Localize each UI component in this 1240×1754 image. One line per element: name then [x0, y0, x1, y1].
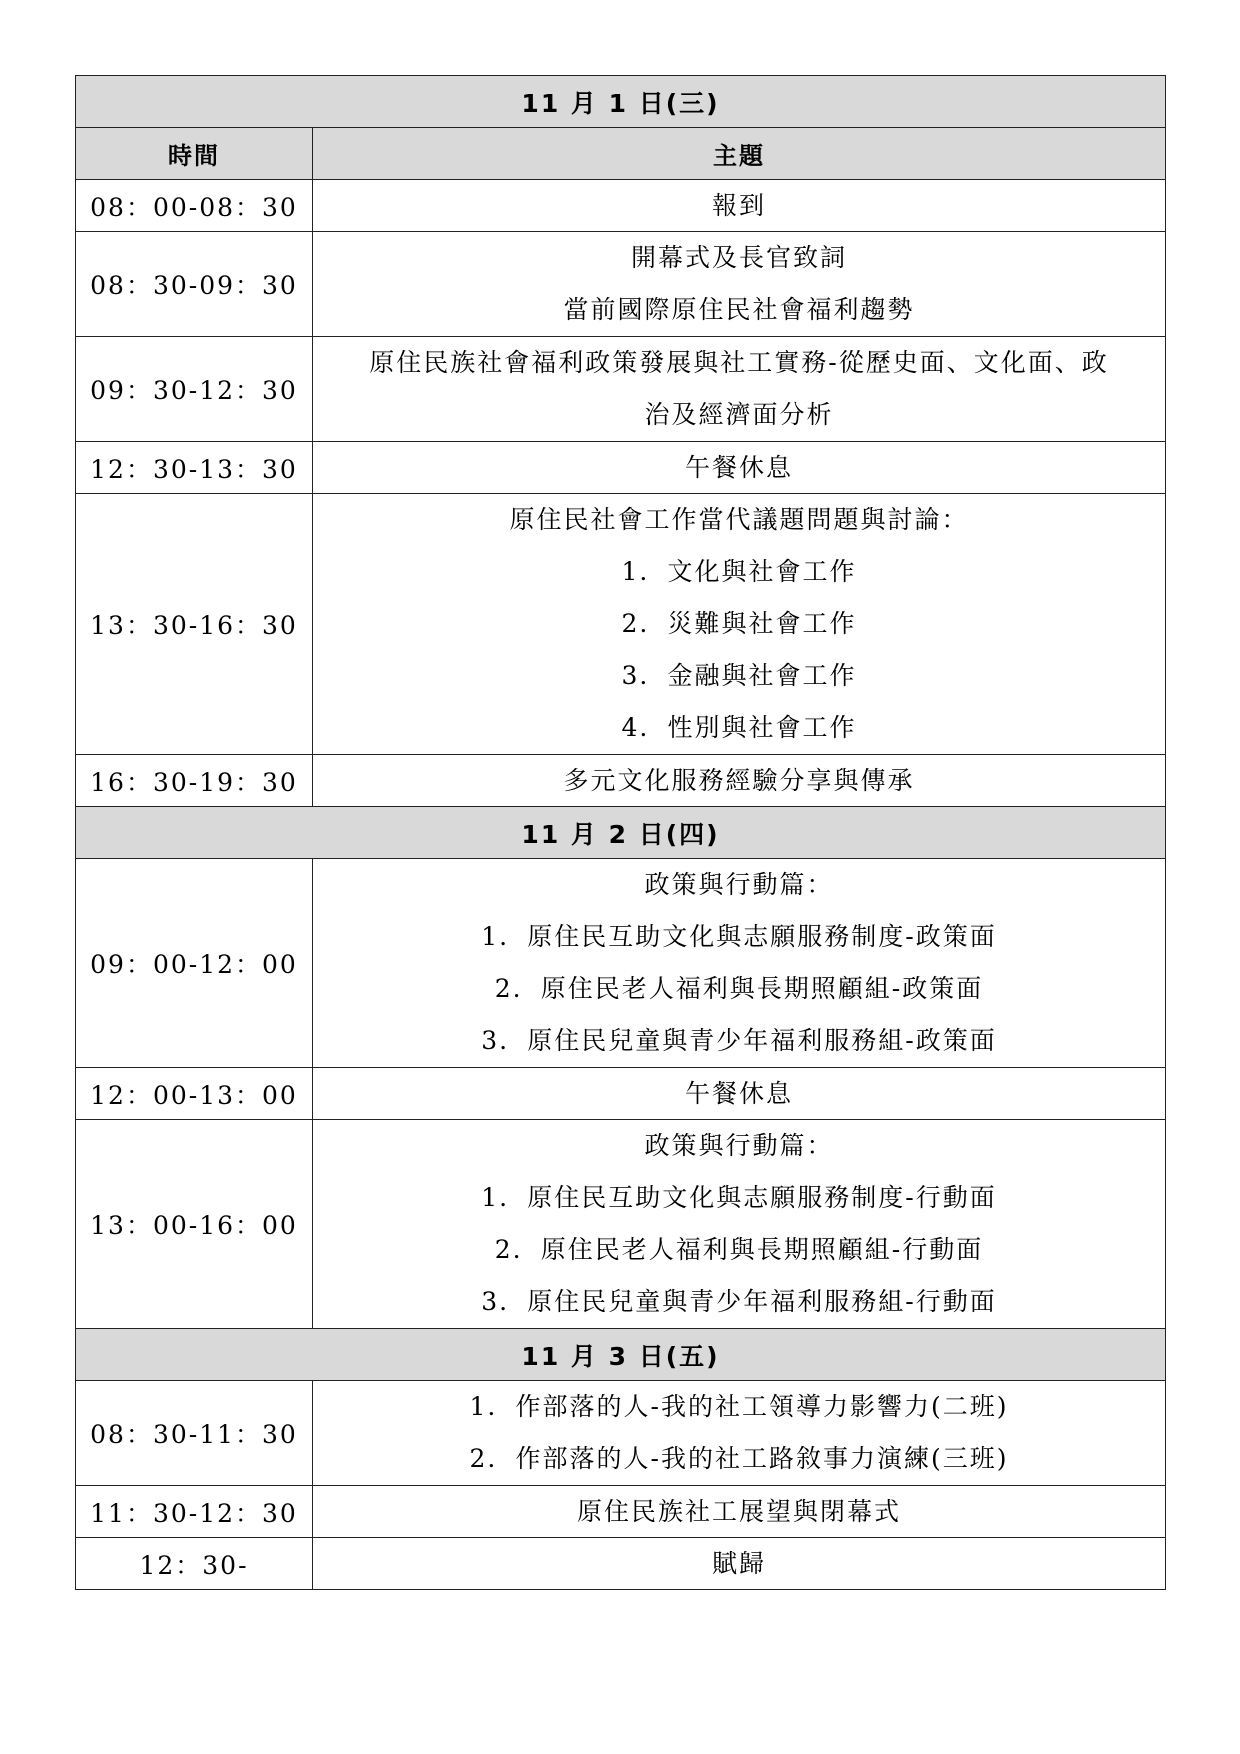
topic-line: 午餐休息	[684, 453, 793, 482]
session-time: 08：30-09：30	[76, 232, 313, 337]
session-topic	[313, 859, 1166, 1068]
topic-list-item	[313, 963, 1165, 1015]
list-item-text: 原住民兒童與青少年福利服務組-行動面	[527, 1287, 997, 1316]
session-time: 16：30-19：30	[76, 755, 313, 807]
list-item-number: 1.	[621, 557, 650, 586]
list-item-text: 災難與社會工作	[667, 609, 857, 638]
session-topic	[313, 755, 1166, 807]
session-time: 12：00-13：00	[76, 1068, 313, 1120]
session-topic	[313, 1486, 1166, 1538]
topic-line: 原住民族社工展望與閉幕式	[576, 1497, 901, 1526]
list-item-number: 2.	[621, 609, 650, 638]
list-item-text: 原住民老人福利與長期照顧組-行動面	[540, 1235, 984, 1264]
topic-line: 原住民族社會福利政策發展與社工實務-從歷史面、文化面、政	[369, 348, 1109, 377]
list-item-number: 1.	[481, 1183, 510, 1212]
session-topic	[313, 232, 1166, 337]
topic-list-item	[313, 1224, 1165, 1276]
column-header-row	[76, 128, 1166, 180]
list-item-text: 性別與社會工作	[667, 713, 857, 742]
session-topic	[313, 1068, 1166, 1120]
list-item-number: 3.	[621, 661, 650, 690]
session-topic	[313, 442, 1166, 494]
session-time: 09：30-12：30	[76, 337, 313, 442]
topic-line: 治及經濟面分析	[644, 400, 834, 429]
list-item-number: 2.	[469, 1444, 498, 1473]
list-item-text: 原住民老人福利與長期照顧組-政策面	[540, 974, 984, 1003]
list-item-number: 4.	[621, 713, 650, 742]
topic-list-item	[313, 1276, 1165, 1328]
list-item-number: 1.	[481, 922, 510, 951]
topic-list-item	[313, 546, 1165, 598]
session-row	[76, 442, 1166, 494]
time-column-header: 時間	[76, 128, 313, 180]
session-row	[76, 1068, 1166, 1120]
session-row	[76, 1538, 1166, 1590]
day-header-row	[76, 1329, 1166, 1381]
topic-list-item	[313, 598, 1165, 650]
list-item-number: 3.	[481, 1287, 510, 1316]
schedule-body	[76, 76, 1166, 1590]
list-item-text: 文化與社會工作	[667, 557, 857, 586]
session-time: 12：30-	[76, 1538, 313, 1590]
list-item-text: 原住民互助文化與志願服務制度-政策面	[527, 922, 997, 951]
session-time: 09：00-12：00	[76, 859, 313, 1068]
topic-list-item	[313, 650, 1165, 702]
session-time: 08：00-08：30	[76, 180, 313, 232]
list-item-text: 原住民兒童與青少年福利服務組-政策面	[527, 1026, 997, 1055]
session-row	[76, 1120, 1166, 1329]
topic-line: 午餐休息	[684, 1079, 793, 1108]
session-row	[76, 1381, 1166, 1486]
topic-line: 政策與行動篇：	[644, 1131, 834, 1160]
day-label: 11 月 2 日(四)	[76, 807, 1166, 859]
topic-list-item	[313, 1433, 1165, 1485]
topic-line: 報到	[711, 191, 766, 220]
topic-line: 當前國際原住民社會福利趨勢	[563, 295, 915, 324]
topic-line: 多元文化服務經驗分享與傳承	[563, 766, 915, 795]
topic-line: 賦歸	[711, 1549, 766, 1578]
topic-column-header: 主題	[313, 128, 1166, 180]
list-item-text: 金融與社會工作	[667, 661, 857, 690]
session-row	[76, 1486, 1166, 1538]
session-time: 08：30-11：30	[76, 1381, 313, 1486]
day-header-row	[76, 807, 1166, 859]
list-item-text: 作部落的人-我的社工路敘事力演練(三班)	[515, 1444, 1009, 1473]
session-row	[76, 755, 1166, 807]
schedule-sheet	[75, 75, 1165, 1590]
session-row	[76, 180, 1166, 232]
session-row	[76, 859, 1166, 1068]
session-time: 13：30-16：30	[76, 494, 313, 755]
session-topic	[313, 1381, 1166, 1486]
session-row	[76, 337, 1166, 442]
day-label: 11 月 1 日(三)	[76, 76, 1166, 128]
session-time: 11：30-12：30	[76, 1486, 313, 1538]
session-topic	[313, 337, 1166, 442]
topic-line: 原住民社會工作當代議題問題與討論：	[509, 505, 969, 534]
topic-list-item	[313, 1381, 1165, 1433]
session-row	[76, 232, 1166, 337]
topic-list-item	[313, 911, 1165, 963]
list-item-number: 1.	[469, 1392, 498, 1421]
session-topic	[313, 1538, 1166, 1590]
topic-list-item	[313, 1015, 1165, 1067]
list-item-text: 作部落的人-我的社工領導力影響力(二班)	[515, 1392, 1009, 1421]
day-label: 11 月 3 日(五)	[76, 1329, 1166, 1381]
session-topic	[313, 1120, 1166, 1329]
list-item-text: 原住民互助文化與志願服務制度-行動面	[527, 1183, 997, 1212]
session-row	[76, 494, 1166, 755]
topic-line: 開幕式及長官致詞	[630, 243, 847, 272]
session-time: 13：00-16：00	[76, 1120, 313, 1329]
schedule-table	[75, 75, 1166, 1590]
session-time: 12：30-13：30	[76, 442, 313, 494]
topic-list-item	[313, 702, 1165, 754]
list-item-number: 2.	[494, 1235, 523, 1264]
day-header-row	[76, 76, 1166, 128]
topic-list-item	[313, 1172, 1165, 1224]
list-item-number: 3.	[481, 1026, 510, 1055]
session-topic	[313, 180, 1166, 232]
session-topic	[313, 494, 1166, 755]
list-item-number: 2.	[494, 974, 523, 1003]
topic-line: 政策與行動篇：	[644, 870, 834, 899]
